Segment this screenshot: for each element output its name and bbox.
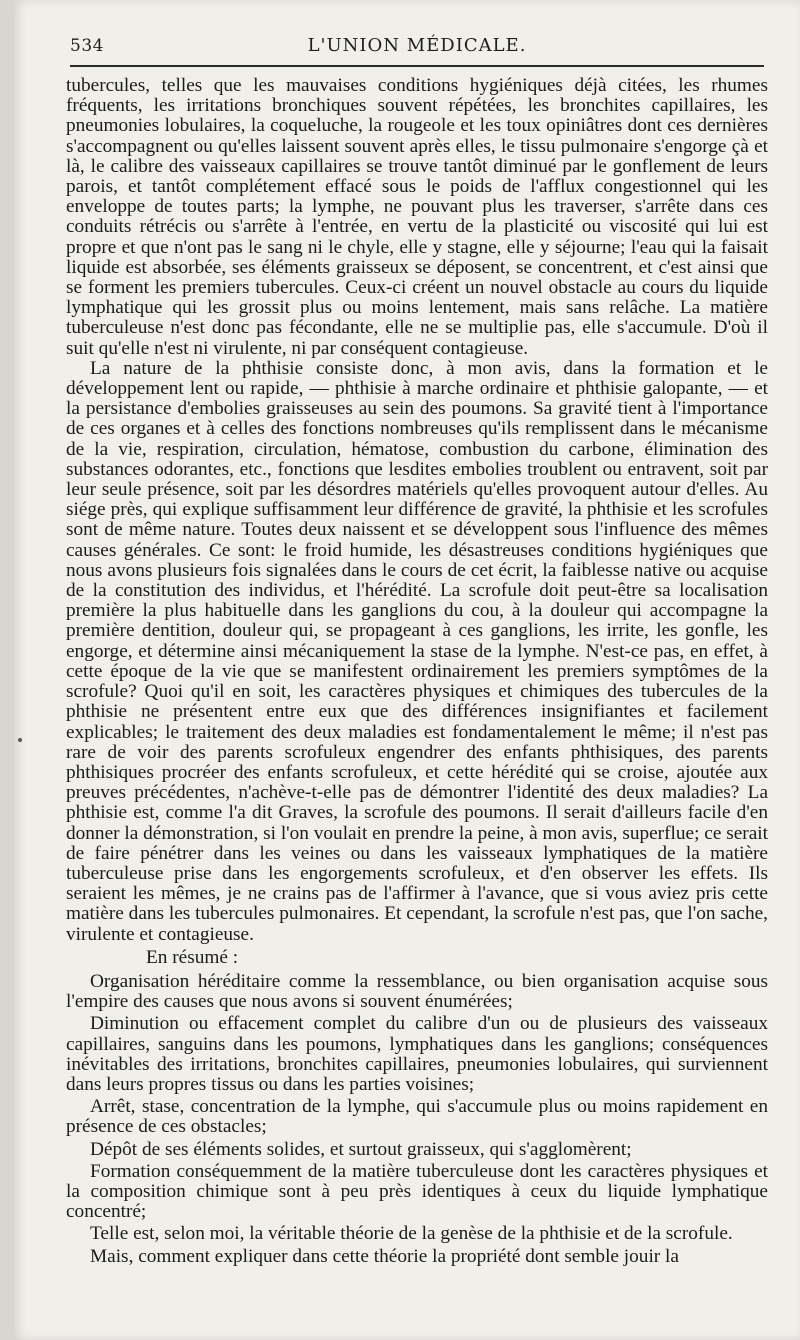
summary-item: Dépôt de ses éléments solides, et surtout graisseux, qui s'agglomèrent; (90, 1138, 632, 1160)
summary-item: Arrêt, stase, concentration de la lymphe, qui s'accumule plus ou moins rapidement en présence de ces obstacles; (66, 1096, 768, 1138)
header-rule (70, 65, 764, 67)
summary-item: Formation conséquemment de la matière tuberculeuse dont les caractères physiques et la composition chimique sont à peu près identiques à ceux du liquide lymphatique concentré; (66, 1160, 768, 1223)
body-text (66, 76, 768, 1267)
margin-speck (18, 738, 22, 742)
journal-title: L'UNION MÉDICALE. (307, 35, 527, 56)
page (14, 0, 800, 1340)
summary-heading: En résumé : (146, 946, 239, 968)
paragraph: La nature de la phthisie consiste donc, à mon avis, dans la formation et le développement lent ou rapide, — phthisie à marche ordinaire et phthisie galopante, — et la persistance d'embolies graisseuses au sein des poumons. Sa gravité tient à l'importance de ces organes et à celles des fonctions nombreuses qu'ils remplissent dans le mécanisme de la vie, respiration, circulation, hématose, combustion du carbone, élimination des substances odorantes, etc., fonctions que lesdites embolies troublent ou entravent, soit par leur seule présence, soit par les désordres matériels qu'elles provoquent autour d'elles. Au siége près, qui explique suffisamment leur différence de gravité, la phthisie et les scrofules sont de même nature. Toutes deux naissent et se développent sous l'influence des mêmes causes générales. Ce sont: le froid humide, les désastreuses conditions hygiéniques que nous avons plusieurs fois signalées dans le cours de cet écrit, la faiblesse native ou acquise de la constitution des individus, et l'hérédité. La scrofule doit peut-être sa localisation première la plus habituelle dans les ganglions du cou, à la douleur qui accompagne la première dentition, douleur qui, se propageant à ces ganglions, les irrite, les gonfle, les engorge, et détermine ainsi mécaniquement la stase de la lymphe. N'est-ce pas, en effet, à cette époque de la vie que se manifestent ordinairement les premiers symptômes de la scrofule? Quoi qu'il en soit, les caractères physiques et chimiques des tubercules de la phthisie ne présentent entre eux que des différences insignifiantes et facilement explicables; le traitement des deux maladies est fondamentalement le même; il n'est pas rare de voir des parents scrofuleux engendrer des enfants phthisiques, des parents phthisiques procréer des enfants scrofuleux, et cette hérédité qui se croise, ajoutée aux preuves précédentes, n'achève-t-elle pas de démontrer l'identité des deux maladies? La phthisie est, comme l'a dit Graves, la scrofule des poumons. Il serait d'ailleurs facile d'en donner la démonstration, si l'on voulait en prendre la peine, à mon avis, superflue; ce serait de faire pénétrer dans les veines ou dans les vaisseaux lymphatiques de la matière tuberculeuse prise dans les engorgements scrofuleux, et d'en observer les effets. Ils seraient les mêmes, je ne crains pas de l'affirmer à l'avance, que si vous aviez pris cette matière dans les tubercules pulmonaires. Et cependant, la scrofule n'est pas, que l'on sache, virulente et contagieuse. (66, 357, 768, 945)
paragraph: tubercules, telles que les mauvaises conditions hygiéniques déjà citées, les rhumes fréquents, les irritations bronchiques souvent répétées, les bronchites capillaires, les pneumonies lobulaires, la coqueluche, la rougeole et les toux opiniâtres dont ces dernières s'accompagnent ou qu'elles laissent souvent après elles, le tissu pulmonaire s'engorge çà et là, le calibre des vaisseaux capillaires se trouve tantôt diminué par le gonflement de leurs parois, et tantôt complétement effacé sous le poids de l'afflux congestionnel qui les enveloppe de toutes parts; la lymphe, ne pouvant plus les traverser, s'arrête dans ces conduits rétrécis ou s'arrête à l'entrée, en vertu de la plasticité ou viscosité qui lui est propre et que n'ont pas le sang ni le chyle, elle y stagne, elle y séjourne; l'eau qui la faisait liquide est absorbée, ses éléments graisseux se déposent, se concentrent, et c'est ainsi que se forment les premiers tubercules. Ceux-ci créent un nouvel obstacle au cours du liquide lymphatique qui les grossit plus ou moins lentement, mais sans relâche. La matière tuberculeuse n'est donc pas fécondante, elle ne se multiplie pas, elle s'accumule. D'où il suit qu'elle n'est ni virulente, ni par conséquent contagieuse. (66, 75, 768, 359)
summary-item: Diminution ou effacement complet du calibre d'un ou de plusieurs des vaisseaux capillaires, sanguins dans les poumons, lymphatiques dans les ganglions; conséquences inévitables des irritations, bronchites capillaires, pneumonies lobulaires, qui surviennent dans leurs propres tissus ou dans les parties voisines; (66, 1013, 768, 1095)
running-head (70, 30, 764, 62)
page-number: 534 (70, 36, 104, 56)
summary-item: Telle est, selon moi, la véritable théorie de la genèse de la phthisie et de la scrofule. (90, 1223, 733, 1245)
summary-item: Organisation héréditaire comme la ressemblance, ou bien organisation acquise sous l'empire des causes que nous avons si souvent énumérées; (66, 970, 768, 1013)
paragraph: Mais, comment expliquer dans cette théorie la propriété dont semble jouir la (90, 1245, 679, 1267)
